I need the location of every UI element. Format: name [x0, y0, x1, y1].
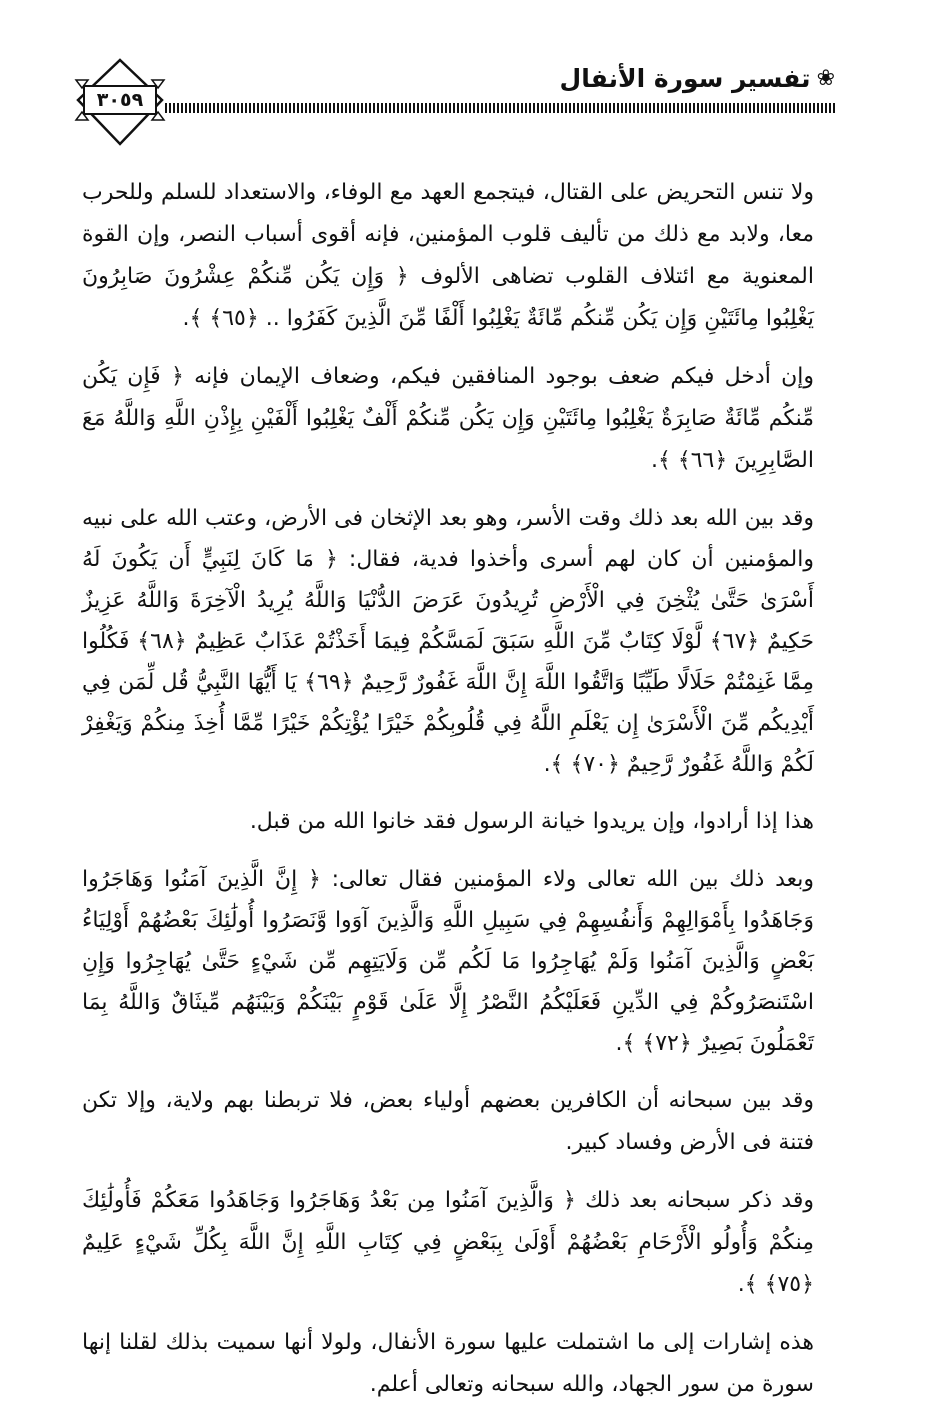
paragraph: وقد بين سبحانه أن الكافرين بعضهم أولياء بعض، فلا تربطنا بهم ولاية، وإلا تكن فتنة فى الأرض وفساد كبير. — [82, 1088, 814, 1155]
paragraph: ولا تنس التحريض على القتال، فيتجمع العهد مع الوفاء، والاستعداد للسلم وللحرب معا، ولابد مع ذلك من تأليف قلوب المؤمنين، فإنه أقوى أسباب النصر، وإن القوة المعنوية مع ائتلاف القلوب تضاهى الألوف ﴿ وَإِن يَكُن مِّنكُمْ عِشْرُونَ صَابِرُونَ يَغْلِبُوا مِائَتَيْنِ وَإِن يَكُن مِّنكُم مِّائَةٌ يَغْلِبُوا أَلْفًا مِّنَ الَّذِينَ كَفَرُوا .. ﴿٦٥﴾ ﴾. — [82, 180, 814, 331]
paragraph: هذا إذا أرادوا، وإن يريدوا خيانة الرسول فقد خانوا الله من قبل. — [249, 809, 814, 834]
page-number: ٣٠٥٩ — [96, 89, 144, 111]
page-number-badge — [70, 56, 170, 152]
header-title: تفسير سورة الأنفال — [559, 64, 811, 93]
running-header — [560, 62, 835, 96]
paragraph: وقد بين الله بعد ذلك وقت الأسر، وهو بعد الإثخان فى الأرض، وعتب الله على نبيه والمؤمنين أن كان لهم أسرى وأخذوا فدية، فقال: ﴿ مَا كَانَ لِنَبِيٍّ أَن يَكُونَ لَهُ أَسْرَىٰ حَتَّىٰ يُثْخِنَ فِي الْأَرْضِ تُرِيدُونَ عَرَضَ الدُّنْيَا وَاللَّهُ يُرِيدُ الْآخِرَةَ وَاللَّهُ عَزِيزٌ حَكِيمٌ ﴿٦٧﴾ لَّوْلَا كِتَابٌ مِّنَ اللَّهِ سَبَقَ لَمَسَّكُمْ فِيمَا أَخَذْتُمْ عَذَابٌ عَظِيمٌ ﴿٦٨﴾ فَكُلُوا مِمَّا غَنِمْتُمْ حَلَالًا طَيِّبًا وَاتَّقُوا اللَّهَ إِنَّ اللَّهَ غَفُورٌ رَّحِيمٌ ﴿٦٩﴾ يَا أَيُّهَا النَّبِيُّ قُل لِّمَن فِي أَيْدِيكُم مِّنَ الْأَسْرَىٰ إِن يَعْلَمِ اللَّهُ فِي قُلُوبِكُمْ خَيْرًا يُؤْتِكُمْ خَيْرًا مِّمَّا أُخِذَ مِنكُمْ وَيَغْفِرْ لَكُمْ وَاللَّهُ غَفُورٌ رَّحِيمٌ ﴿٧٠﴾ ﴾. — [82, 506, 815, 777]
page-header — [70, 56, 835, 156]
ornament-icon: ❀ — [816, 66, 835, 91]
paragraph: وبعد ذلك بين الله تعالى ولاء المؤمنين فقال تعالى: ﴿ إِنَّ الَّذِينَ آمَنُوا وَهَاجَرُوا وَجَاهَدُوا بِأَمْوَالِهِمْ وَأَنفُسِهِمْ فِي سَبِيلِ اللَّهِ وَالَّذِينَ آوَوا وَّنَصَرُوا أُولَٰئِكَ بَعْضُهُمْ أَوْلِيَاءُ بَعْضٍ وَالَّذِينَ آمَنُوا وَلَمْ يُهَاجِرُوا مَا لَكُم مِّن وَلَايَتِهِم مِّن شَيْءٍ حَتَّىٰ يُهَاجِرُوا وَإِنِ اسْتَنصَرُوكُمْ فِي الدِّينِ فَعَلَيْكُمُ النَّصْرُ إِلَّا عَلَىٰ قَوْمٍ بَيْنَكُمْ وَبَيْنَهُم مِّيثَاقٌ وَاللَّهُ بِمَا تَعْمَلُونَ بَصِيرٌ ﴿٧٢﴾ ﴾. — [82, 867, 814, 1056]
page-body — [82, 172, 814, 1422]
header-rule — [165, 103, 835, 113]
paragraph: هذه إشارات إلى ما اشتملت عليها سورة الأنفال، ولولا أنها سميت بذلك لقلنا إنها سورة من سور الجهاد، والله سبحانه وتعالى أعلم. — [82, 1330, 814, 1397]
paragraph: وإن أدخل فيكم ضعف بوجود المنافقين فيكم، وضعاف الإيمان فإنه ﴿ فَإِن يَكُن مِّنكُم مِّائَةٌ صَابِرَةٌ يَغْلِبُوا مِائَتَيْنِ وَإِن يَكُن مِّنكُمْ أَلْفٌ يَغْلِبُوا أَلْفَيْنِ بِإِذْنِ اللَّهِ وَاللَّهُ مَعَ الصَّابِرِينَ ﴿٦٦﴾ ﴾. — [82, 364, 814, 473]
paragraph: وقد ذكر سبحانه بعد ذلك ﴿ وَالَّذِينَ آمَنُوا مِن بَعْدُ وَهَاجَرُوا وَجَاهَدُوا مَعَكُمْ فَأُولَٰئِكَ مِنكُمْ وَأُولُو الْأَرْحَامِ بَعْضُهُمْ أَوْلَىٰ بِبَعْضٍ فِي كِتَابِ اللَّهِ إِنَّ اللَّهَ بِكُلِّ شَيْءٍ عَلِيمٌ ﴿٧٥﴾ ﴾. — [82, 1188, 814, 1297]
